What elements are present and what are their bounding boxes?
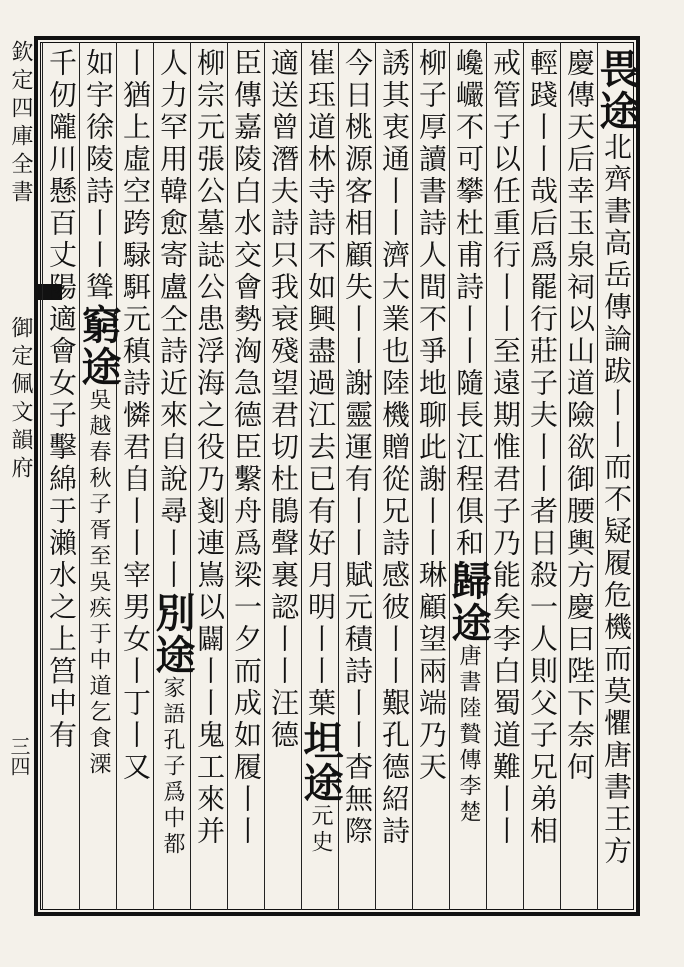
text-column: [486, 48, 524, 904]
text-column: [412, 48, 450, 904]
margin-book-title: 御定佩文韻府: [8, 316, 33, 484]
body-text: 陽適會女子擊綿于瀨水之上筥中有: [45, 272, 78, 752]
body-text: 臣傳嘉陵白水交會勢洶急德臣繫舟爲梁一夕而成如履丨丨: [230, 48, 263, 848]
body-text: 慶傳天后幸玉泉祠以山道險欲御腰輿方慶曰陛下奈何: [563, 48, 596, 784]
body-text: 千仞隴川懸百丈: [45, 48, 78, 272]
annotation-text: 吳越春秋子胥至吳疾于中道乞食溧: [86, 388, 111, 778]
body-text: 輕踐丨丨哉后爲罷行莊子夫丨丨者日殺一人則父子兄弟相: [526, 48, 559, 848]
body-text: 戒管子以任重行丨丨至遠期惟君子乃能矣李白蜀道難丨丨: [489, 48, 522, 848]
text-column: [264, 48, 302, 904]
text-column: [42, 48, 80, 904]
entry-heading: 途: [445, 602, 492, 644]
text-column: [593, 48, 640, 904]
margin-title: 欽定四庫全書: [8, 40, 33, 208]
body-text: 誘其衷通丨丨濟大業也陸機贈從兄詩感彼丨丨艱孔德紹詩: [378, 48, 411, 848]
text-column: [297, 48, 344, 904]
entry-heading: 途: [297, 762, 344, 804]
entry-heading: 坦: [297, 720, 344, 762]
text-column: [375, 48, 413, 904]
body-text: 汪德: [267, 688, 300, 752]
text-column: [560, 48, 598, 904]
margin-book-strip: [6, 316, 34, 736]
body-text: 如宇徐陵詩丨丨聳: [82, 48, 115, 304]
text-column: [75, 48, 122, 904]
body-text: 柳子厚讀書詩人間不爭地聊此謝丨丨: [415, 48, 448, 560]
annotation-text: 家語孔子爲中都: [160, 676, 185, 858]
body-text: 崔珏道林寺詩不如興盡過江去已有好月明丨丨葉: [304, 48, 337, 720]
entry-heading: 歸: [445, 560, 492, 602]
body-text: 宰男女丨丁丨又: [119, 560, 152, 784]
body-text: 人力罕用韓愈寄盧仝詩近來自說尋丨丨: [156, 48, 189, 592]
text-column: [445, 48, 492, 904]
text-column: [227, 48, 265, 904]
entry-heading: 途: [593, 90, 640, 132]
text-column: [523, 48, 561, 904]
entry-heading: 畏: [593, 48, 640, 90]
entry-heading: 途: [75, 346, 122, 388]
text-column: [190, 48, 228, 904]
entry-heading: 窮: [75, 304, 122, 346]
body-text: 柳宗元張公墓誌公患浮海之役乃剗連嶌以闢丨丨鬼工來并: [193, 48, 226, 848]
body-text: 巉巗不可攀杜甫詩丨丨隨長江程俱和: [452, 48, 485, 560]
annotation-text: 唐書陸贄傳李楚: [456, 644, 481, 826]
text-column: [149, 48, 196, 904]
entry-heading: 別: [149, 592, 196, 634]
entry-heading: 途: [149, 634, 196, 676]
body-text: 琳顧望兩端乃天: [415, 560, 448, 784]
body-text: 北齊書高岳傳論跋丨丨而不疑履危機而莫懼唐書王方: [600, 132, 633, 868]
body-text: 丨猶上虛空跨騄駬元稹詩憐君自丨丨: [119, 48, 152, 560]
body-text: 今日桃源客相顧失丨丨謝靈運有丨丨賦元積詩丨丨杳無際: [341, 48, 374, 848]
text-column: [116, 48, 154, 904]
body-text: 適送曾潛夫詩只我衰殘望君切杜鵑聲裏認丨丨: [267, 48, 300, 688]
annotation-text: 元史: [308, 804, 333, 856]
page-number: 三四: [7, 736, 31, 776]
